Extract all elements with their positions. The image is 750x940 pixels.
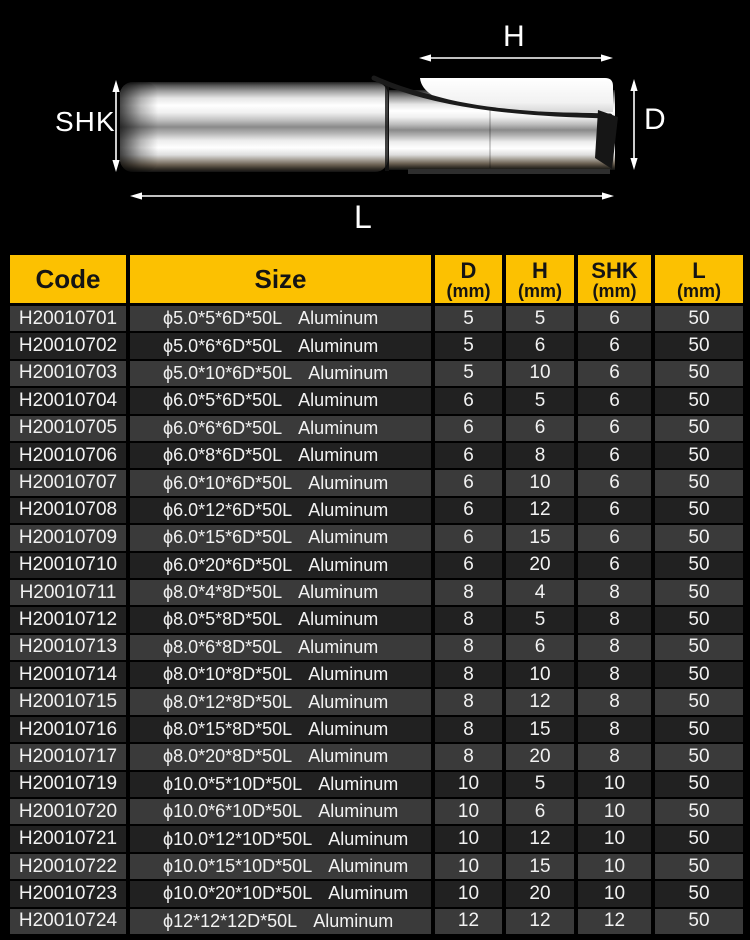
l-cell: 50 [653,771,743,798]
size-cell [128,634,433,661]
h-cell: 5 [504,387,576,414]
size-cell [128,743,433,770]
shk-cell: 10 [576,771,653,798]
size-spec: ϕ10.0*12*10D*50L [163,828,313,849]
table-row [10,332,743,359]
table-row [10,579,743,606]
material-label: Aluminum [298,582,379,603]
size-spec: ϕ10.0*20*10D*50L [163,883,313,904]
size-cell [128,853,433,880]
table-row [10,661,743,688]
col-header-l-unit: (mm) [677,280,721,301]
size-spec: ϕ5.0*5*6D*50L [163,308,283,329]
code-cell: H20010705 [10,415,128,442]
h-cell: 15 [504,716,576,743]
table-row [10,716,743,743]
size-spec: ϕ6.0*20*6D*50L [163,554,293,575]
material-label: Aluminum [308,691,389,712]
l-cell: 50 [653,415,743,442]
l-cell: 50 [653,387,743,414]
size-spec: ϕ6.0*6*6D*50L [163,417,283,438]
shk-cell: 12 [576,908,653,935]
code-cell: H20010714 [10,661,128,688]
table-row [10,387,743,414]
table-row [10,771,743,798]
table-row [10,442,743,469]
code-cell: H20010716 [10,716,128,743]
material-label: Aluminum [298,609,379,630]
table-row [10,606,743,633]
code-cell: H20010724 [10,908,128,935]
d-cell: 8 [433,743,504,770]
l-cell: 50 [653,853,743,880]
code-cell: H20010707 [10,469,128,496]
h-cell: 12 [504,825,576,852]
material-label: Aluminum [313,910,394,931]
shk-cell: 10 [576,798,653,825]
shk-cell: 6 [576,305,653,333]
size-spec: ϕ8.0*4*8D*50L [163,582,283,603]
shk-cell: 6 [576,387,653,414]
shk-cell: 8 [576,743,653,770]
d-cell: 6 [433,552,504,579]
size-spec: ϕ8.0*12*8D*50L [163,691,293,712]
l-cell: 50 [653,743,743,770]
table-row [10,743,743,770]
code-cell: H20010720 [10,798,128,825]
material-label: Aluminum [298,636,379,657]
h-cell: 6 [504,798,576,825]
code-cell: H20010715 [10,688,128,715]
h-cell: 20 [504,880,576,907]
size-cell [128,305,433,333]
d-cell: 6 [433,442,504,469]
shk-cell: 8 [576,579,653,606]
size-spec: ϕ6.0*8*6D*50L [163,445,283,466]
size-cell [128,415,433,442]
size-cell [128,360,433,387]
h-cell: 6 [504,415,576,442]
col-header-h-label: H [532,257,548,283]
l-cell: 50 [653,360,743,387]
col-header-size: Size [128,254,433,305]
material-label: Aluminum [298,445,379,466]
size-spec: ϕ6.0*12*6D*50L [163,499,293,520]
col-header-shk-label: SHK [591,257,638,283]
table-row [10,908,743,935]
h-cell: 4 [504,579,576,606]
shk-cell: 10 [576,825,653,852]
table-row [10,688,743,715]
code-cell: H20010719 [10,771,128,798]
material-label: Aluminum [328,828,409,849]
spec-table-body [10,305,743,935]
shk-cell: 6 [576,360,653,387]
code-cell: H20010708 [10,497,128,524]
code-cell: H20010709 [10,524,128,551]
col-header-l [653,254,743,305]
size-cell [128,387,433,414]
code-cell: H20010706 [10,442,128,469]
table-row [10,469,743,496]
col-header-d [433,254,504,305]
code-cell: H20010710 [10,552,128,579]
size-spec: ϕ8.0*5*8D*50L [163,609,283,630]
material-label: Aluminum [298,335,379,356]
l-cell: 50 [653,579,743,606]
shk-cell: 6 [576,415,653,442]
h-cell: 12 [504,908,576,935]
table-row [10,552,743,579]
l-cell: 50 [653,469,743,496]
d-cell: 10 [433,853,504,880]
l-cell: 50 [653,552,743,579]
size-spec: ϕ8.0*15*8D*50L [163,719,293,740]
d-cell: 12 [433,908,504,935]
size-cell [128,880,433,907]
material-label: Aluminum [308,746,389,767]
shk-cell: 6 [576,497,653,524]
h-cell: 10 [504,661,576,688]
table-row [10,798,743,825]
h-cell: 5 [504,305,576,333]
size-spec: ϕ8.0*20*8D*50L [163,746,293,767]
h-cell: 15 [504,853,576,880]
shk-label: SHK [55,106,116,137]
size-cell [128,469,433,496]
size-spec: ϕ5.0*10*6D*50L [163,362,293,383]
l-cell: 50 [653,825,743,852]
size-cell [128,497,433,524]
col-header-shk [576,254,653,305]
l-cell: 50 [653,880,743,907]
col-header-h-unit: (mm) [518,280,562,301]
size-cell [128,825,433,852]
l-cell: 50 [653,908,743,935]
col-header-d-unit: (mm) [446,280,491,301]
d-cell: 8 [433,606,504,633]
l-label: L [354,199,373,235]
h-cell: 6 [504,634,576,661]
h-cell: 12 [504,688,576,715]
shk-cell: 8 [576,606,653,633]
material-label: Aluminum [308,362,389,383]
size-spec: ϕ6.0*15*6D*50L [163,527,293,548]
table-row [10,825,743,852]
d-cell: 6 [433,469,504,496]
d-cell: 10 [433,825,504,852]
table-row [10,305,743,333]
size-cell [128,908,433,935]
cutter-body [374,78,618,174]
d-cell: 10 [433,771,504,798]
material-label: Aluminum [318,773,399,794]
shk-cell: 8 [576,661,653,688]
size-spec: ϕ5.0*6*6D*50L [163,335,283,356]
material-label: Aluminum [298,308,379,329]
l-cell: 50 [653,497,743,524]
l-cell: 50 [653,716,743,743]
material-label: Aluminum [298,390,379,411]
h-cell: 20 [504,552,576,579]
d-cell: 5 [433,305,504,333]
l-cell: 50 [653,688,743,715]
size-spec: ϕ8.0*10*8D*50L [163,664,293,685]
size-cell [128,552,433,579]
table-row [10,880,743,907]
size-cell [128,716,433,743]
material-label: Aluminum [308,527,389,548]
d-cell: 6 [433,387,504,414]
l-cell: 50 [653,524,743,551]
size-cell [128,442,433,469]
material-label: Aluminum [298,417,379,438]
size-cell [128,661,433,688]
d-cell: 8 [433,688,504,715]
col-header-l-label: L [692,257,706,283]
h-cell: 5 [504,606,576,633]
size-spec: ϕ12*12*12D*50L [163,910,298,931]
d-cell: 5 [433,332,504,359]
tool-dimension-diagram [0,0,750,252]
d-cell: 10 [433,880,504,907]
size-spec: ϕ6.0*5*6D*50L [163,390,283,411]
material-label: Aluminum [318,801,399,822]
d-cell: 8 [433,579,504,606]
col-header-h [504,254,576,305]
shk-cell: 10 [576,880,653,907]
material-label: Aluminum [308,554,389,575]
code-cell: H20010717 [10,743,128,770]
spec-table-header [10,254,743,305]
code-cell: H20010713 [10,634,128,661]
material-label: Aluminum [308,499,389,520]
spec-table [10,252,743,936]
code-cell: H20010712 [10,606,128,633]
l-cell: 50 [653,332,743,359]
size-spec: ϕ10.0*6*10D*50L [163,801,303,822]
shk-cell: 8 [576,688,653,715]
col-header-shk-unit: (mm) [592,280,637,301]
d-cell: 6 [433,524,504,551]
d-cell: 6 [433,415,504,442]
l-cell: 50 [653,798,743,825]
d-cell: 8 [433,634,504,661]
table-row [10,634,743,661]
h-label: H [503,20,526,53]
table-row [10,853,743,880]
h-cell: 6 [504,332,576,359]
shk-cell: 6 [576,524,653,551]
code-cell: H20010711 [10,579,128,606]
l-cell: 50 [653,606,743,633]
shk-cell: 8 [576,716,653,743]
size-spec: ϕ10.0*15*10D*50L [163,856,313,876]
table-row [10,415,743,442]
size-spec: ϕ10.0*5*10D*50L [163,773,303,794]
h-cell: 20 [504,743,576,770]
h-cell: 5 [504,771,576,798]
shk-cell: 6 [576,442,653,469]
d-cell: 6 [433,497,504,524]
l-cell: 50 [653,305,743,333]
size-cell [128,771,433,798]
material-label: Aluminum [308,719,389,740]
material-label: Aluminum [308,472,389,493]
shk-cell: 6 [576,469,653,496]
code-cell: H20010701 [10,305,128,333]
code-cell: H20010703 [10,360,128,387]
l-cell: 50 [653,634,743,661]
code-cell: H20010723 [10,880,128,907]
d-cell: 8 [433,716,504,743]
size-spec: ϕ8.0*6*8D*50L [163,636,283,657]
d-cell: 10 [433,798,504,825]
table-row [10,497,743,524]
shk-cell: 6 [576,332,653,359]
code-cell: H20010722 [10,853,128,880]
d-cell: 5 [433,360,504,387]
d-cell: 8 [433,661,504,688]
material-label: Aluminum [308,664,389,685]
d-label: D [644,103,667,136]
h-dimension-arrow [419,54,613,61]
h-cell: 15 [504,524,576,551]
material-label: Aluminum [328,856,409,876]
shank-body [120,82,389,172]
col-header-code: Code [10,254,128,305]
table-row [10,360,743,387]
d-dimension-arrow [630,79,637,170]
code-cell: H20010704 [10,387,128,414]
shk-cell: 10 [576,853,653,880]
l-cell: 50 [653,661,743,688]
size-spec: ϕ6.0*10*6D*50L [163,472,293,493]
shk-cell: 8 [576,634,653,661]
code-cell: H20010702 [10,332,128,359]
col-header-d-label: D [460,257,477,283]
material-label: Aluminum [328,883,409,904]
code-cell: H20010721 [10,825,128,852]
l-cell: 50 [653,442,743,469]
size-cell [128,798,433,825]
h-cell: 10 [504,469,576,496]
shk-cell: 6 [576,552,653,579]
size-cell [128,579,433,606]
size-cell [128,688,433,715]
h-cell: 12 [504,497,576,524]
h-cell: 8 [504,442,576,469]
table-row [10,524,743,551]
spec-table-container [0,252,750,936]
h-cell: 10 [504,360,576,387]
size-cell [128,524,433,551]
size-cell [128,332,433,359]
size-cell [128,606,433,633]
